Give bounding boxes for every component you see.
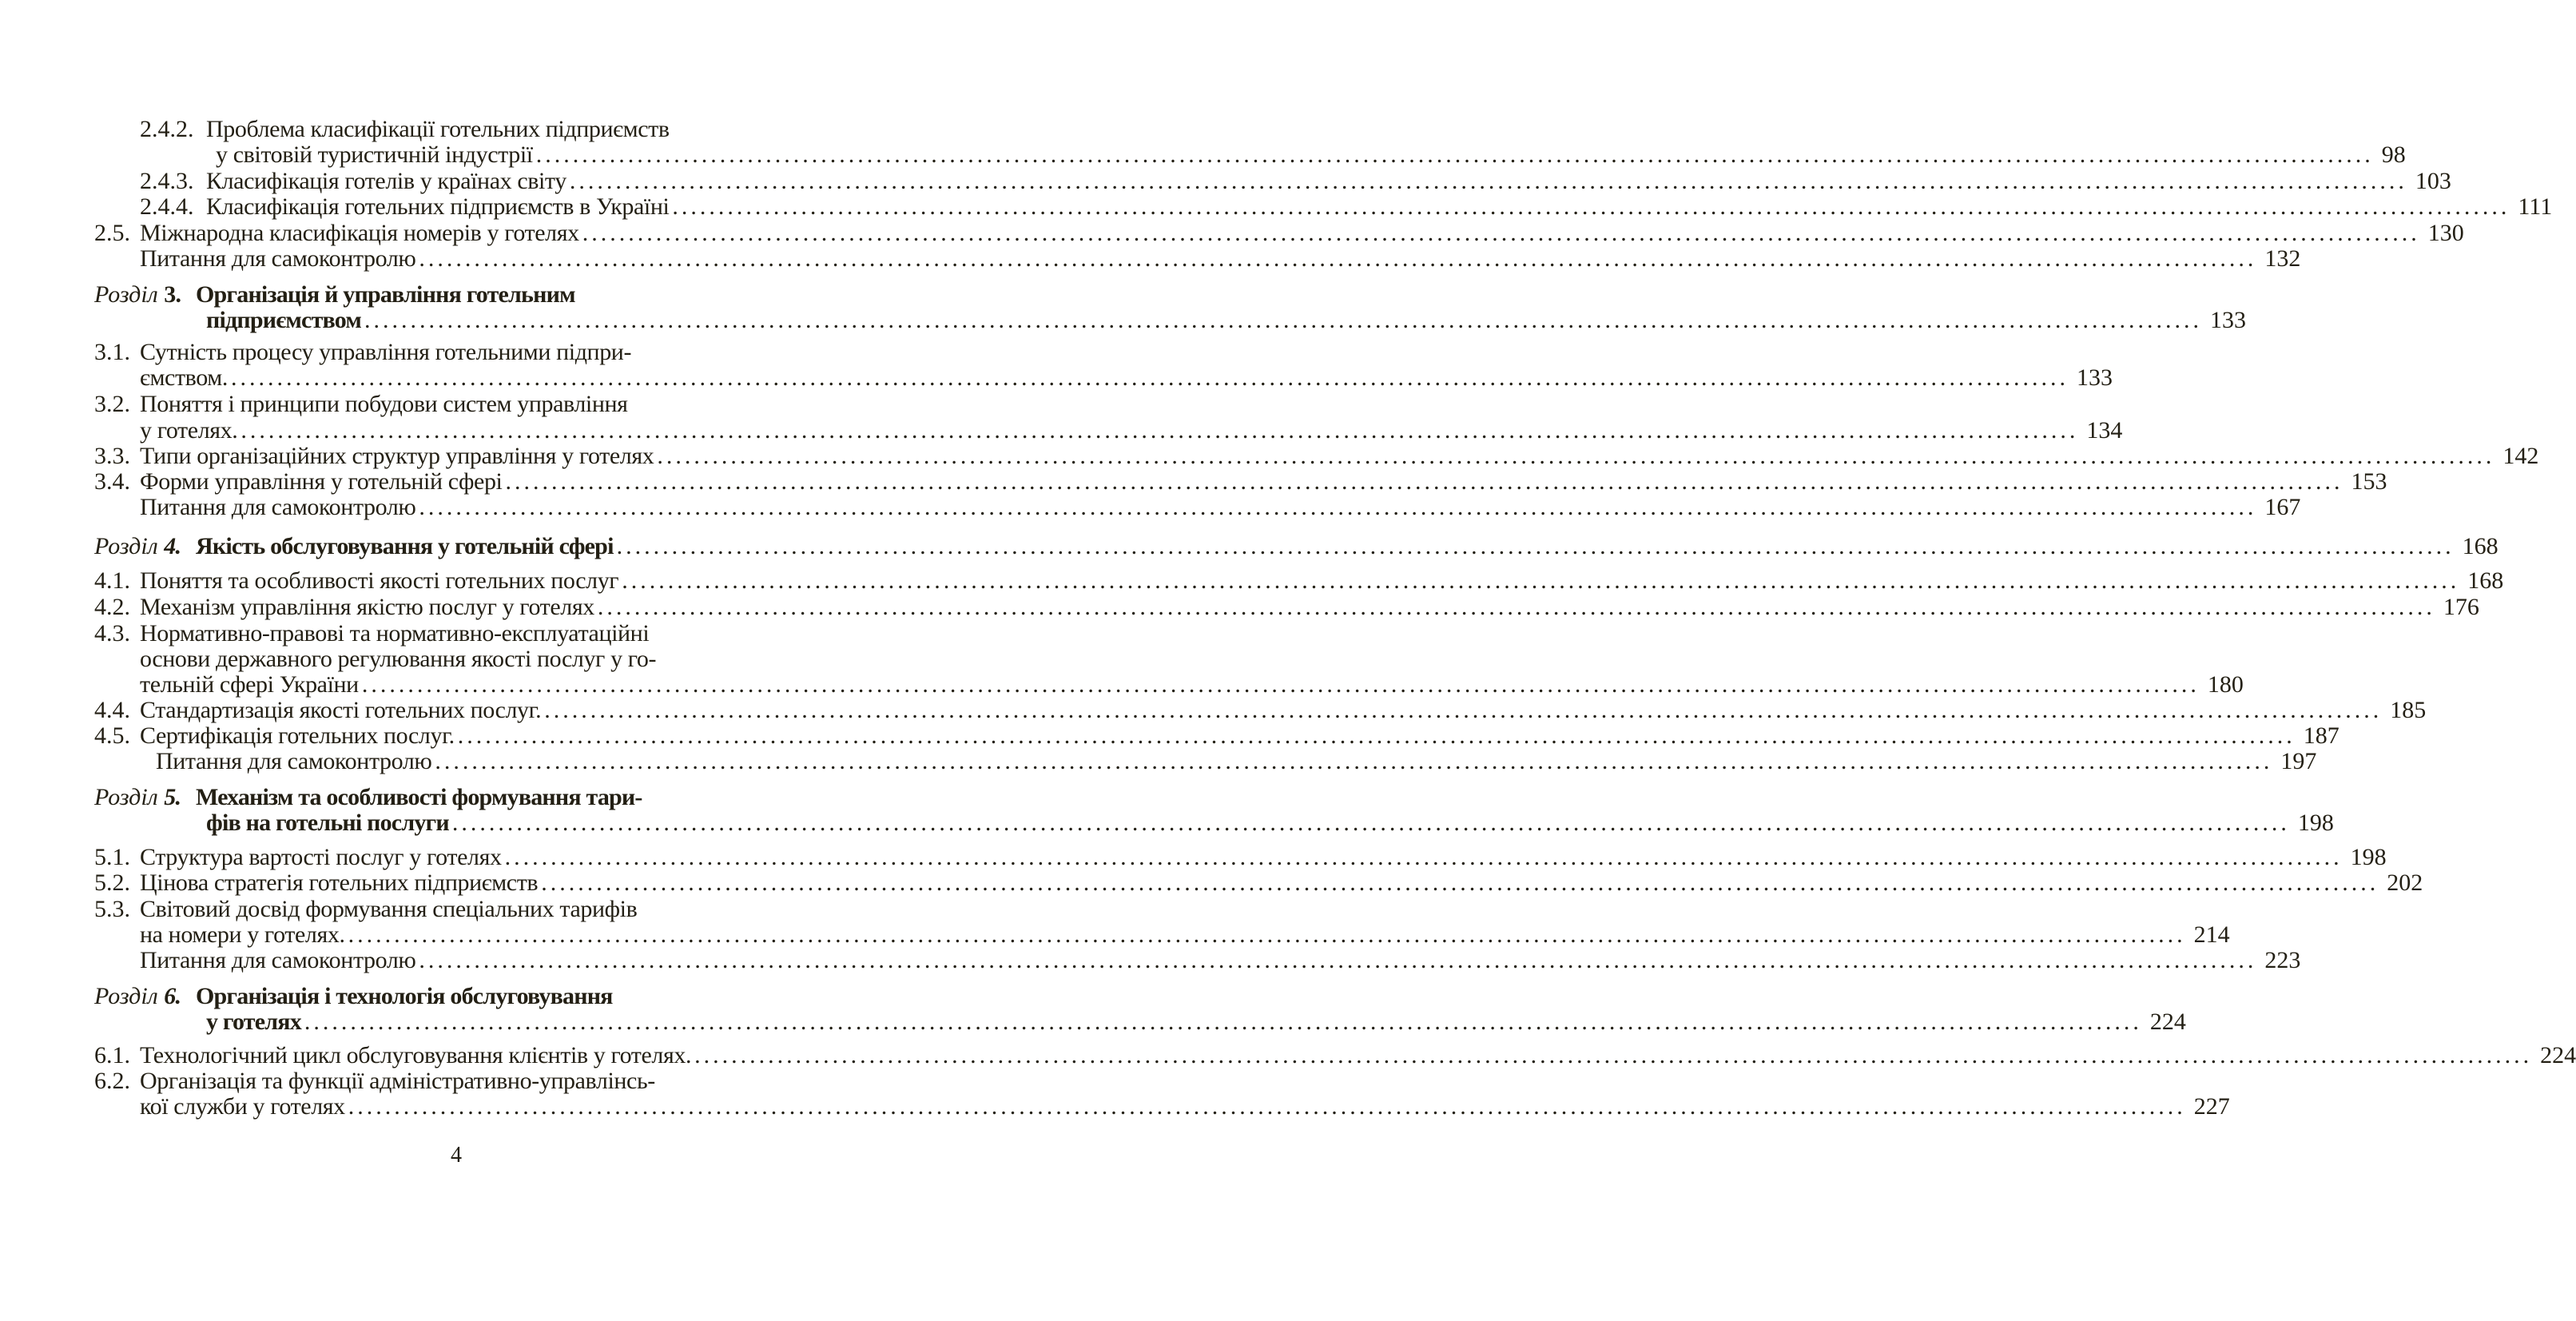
entry-number: 3.1. [94,339,130,365]
entry-page-number: 180 [2207,671,2244,698]
entry-number: 2.5. [94,220,130,246]
entry-number: 3.2. [94,391,130,417]
entry-title: Класифікація готельних підприємств в Україні [206,193,670,220]
entry-page-number: 134 [2086,417,2123,444]
entry-page-number: 224 [2149,1009,2186,1035]
entry-line [140,646,769,673]
section-word: Розділ [94,784,165,810]
entry-page-number: 214 [2193,921,2230,948]
entry-title: у готелях. [140,417,238,444]
entry-title: Організація і технологія обслуговування [196,983,613,1009]
entry-page-number: 142 [2502,443,2539,469]
entry-number: 4.1. [94,567,130,594]
entry-line [196,533,2498,560]
dot-leader: ........................................................................................................................................................................................................ [535,141,2374,168]
entry-line [140,443,2539,470]
dot-leader: ........................................................................................................................................................................................................ [419,494,2257,520]
page-number: 4 [451,1143,462,1168]
section-label [94,983,181,1010]
entry-line [140,722,2339,750]
entry-number: 4.2. [94,594,130,620]
entry-page-number: 98 [2381,141,2406,168]
dot-leader: ........................................................................................................................................................................................................ [694,1042,2533,1068]
entry-number: 5.2. [94,869,130,896]
entry-line [206,168,2451,195]
entry-page-number: 168 [2462,533,2498,559]
entry-page-number: 132 [2264,245,2301,272]
dot-leader: ........................................................................................................................................................................................................ [672,193,2510,220]
entry-page-number: 130 [2427,220,2464,246]
entry-title: Питання для самоконтролю [140,947,416,973]
entry-number: 2.4.4. [140,193,194,220]
dot-leader: ........................................................................................................................................................................................................ [541,869,2379,896]
entry-number: 4.5. [94,722,130,749]
entry-number: 3.4. [94,468,130,495]
entry-page-number: 111 [2518,193,2553,220]
entry-title: основи державного регулювання якості послуг у го- [140,646,657,672]
entry-page-number: 153 [2351,468,2387,495]
entry-line [140,468,2387,495]
entry-title: Структура вартості послуг у готелях [140,844,502,870]
entry-title: Поняття і принципи побудови систем управління [140,391,628,417]
entry-line [140,697,2427,724]
entry-number: 2.4.3. [140,168,194,194]
entry-page-number: 133 [2209,307,2246,333]
entry-page-number: 202 [2387,869,2423,896]
entry-line [140,220,2464,247]
entry-line [140,921,2230,949]
dot-leader: ........................................................................................................................................................................................................ [241,417,2079,444]
entry-number: 3.3. [94,443,130,469]
section-word: Розділ [94,281,165,308]
entry-line [206,810,2334,837]
entry-title: Поняття та особливості якості готельних послуг [140,567,619,594]
dot-leader: ........................................................................................................................................................................................................ [419,947,2257,973]
entry-title: ємством. [140,364,228,391]
entry-page-number: 187 [2303,722,2339,749]
entry-page-number: 198 [2350,844,2387,870]
entry-page-number: 176 [2443,594,2479,620]
entry-title: Сертифікація готельних послуг. [140,722,455,749]
entry-title: Світовий досвід формування спеціальних тарифів [140,896,638,922]
entry-number: 4.4. [94,697,130,723]
entry-page-number: 185 [2390,697,2427,723]
entry-line [140,1093,2230,1120]
section-label [94,533,181,560]
entry-line [140,947,2301,974]
entry-page-number: 198 [2297,810,2334,836]
entry-title: Класифікація готелів у країнах світу [206,168,566,194]
entry-title: Цінова стратегія готельних підприємств [140,869,539,896]
entry-title: Типи організаційних структур управління у готелях [140,443,654,469]
section-number: 4. [164,533,181,559]
dot-leader: ........................................................................................................................................................................................................ [435,748,2273,774]
entry-title: на номери у готелях. [140,921,345,948]
dot-leader: ........................................................................................................................................................................................................ [304,1009,2142,1035]
entry-page-number: 227 [2193,1093,2230,1120]
section-number: 3. [164,281,181,308]
entry-title: у готелях [206,1009,301,1035]
entry-title: Нормативно-правові та нормативно-експлуатаційні [140,620,650,647]
entry-line [140,245,2301,273]
entry-number: 5.3. [94,896,130,922]
entry-line [140,339,769,366]
entry-title: Питання для самоконтролю [156,748,432,774]
entry-line [206,116,769,143]
entry-title: Механізм управління якістю послуг у готелях [140,594,594,620]
section-label [94,784,181,811]
entry-line [140,494,2301,521]
entry-title: Проблема класифікації готельних підприємств [206,116,670,142]
entry-title: кої служби у готелях [140,1093,345,1120]
dot-leader: ........................................................................................................................................................................................................ [597,594,2435,620]
entry-line [206,307,2246,334]
entry-title: Організація та функції адміністративно-управлінсь- [140,1068,655,1094]
entry-title: Стандартизація якості готельних послуг. [140,697,542,723]
section-number: 6. [164,983,181,1009]
dot-leader: ........................................................................................................................................................................................................ [348,921,2186,948]
entry-line [206,1009,2186,1036]
entry-line [140,844,2387,871]
dot-leader: ........................................................................................................................................................................................................ [505,468,2343,495]
entry-number: 5.1. [94,844,130,870]
dot-leader: ........................................................................................................................................................................................................ [544,697,2383,723]
entry-title: Механізм та особливості формування тари- [196,784,642,810]
entry-title: у світовій туристичній індустрії [216,141,533,168]
entry-number: 2.4.2. [140,116,194,142]
entry-title: Сутність процесу управління готельними підпри- [140,339,632,365]
dot-leader: ........................................................................................................................................................................................................ [348,1093,2186,1120]
entry-title: Якість обслуговування у готельній сфері [196,533,614,559]
section-label [94,281,181,308]
entry-number: 6.2. [94,1068,130,1094]
dot-leader: ........................................................................................................................................................................................................ [616,533,2455,559]
entry-page-number: 224 [2540,1042,2576,1068]
entry-line [216,141,2406,169]
entry-title: Організація й управління готельним [196,281,575,308]
entry-line [206,193,2553,221]
entry-line [140,869,2423,897]
entry-line [140,391,769,418]
dot-leader: ........................................................................................................................................................................................................ [569,168,2407,194]
entry-title: підприємством [206,307,361,333]
section-word: Розділ [94,983,165,1009]
entry-line [140,417,2123,444]
entry-page-number: 133 [2076,364,2113,391]
entry-line [140,594,2479,621]
entry-title: фів на готельні послуги [206,810,449,836]
dot-leader: ........................................................................................................................................................................................................ [457,722,2296,749]
entry-line [140,364,2113,392]
entry-title: Технологічний цикл обслуговування клієнтів у готелях. [140,1042,692,1068]
entry-line [156,748,2317,775]
entry-title: Міжнародна класифікація номерів у готелях [140,220,579,246]
entry-page-number: 103 [2415,168,2451,194]
entry-line [196,281,769,308]
dot-leader: ........................................................................................................................................................................................................ [582,220,2420,246]
entry-line [196,983,769,1010]
dot-leader: ........................................................................................................................................................................................................ [622,567,2460,594]
dot-leader: ........................................................................................................................................................................................................ [451,810,2290,836]
entry-page-number: 223 [2264,947,2301,973]
entry-title: Питання для самоконтролю [140,245,416,272]
entry-number: 6.1. [94,1042,130,1068]
dot-leader: ........................................................................................................................................................................................................ [364,307,2202,333]
dot-leader: ........................................................................................................................................................................................................ [361,671,2200,698]
entry-number: 4.3. [94,620,130,647]
entry-line [140,896,769,923]
dot-leader: ........................................................................................................................................................................................................ [504,844,2343,870]
entry-page-number: 168 [2467,567,2504,594]
dot-leader: ........................................................................................................................................................................................................ [419,245,2257,272]
entry-line [140,671,2244,698]
entry-title: Форми управління у готельній сфері [140,468,503,495]
entry-title: Питання для самоконтролю [140,494,416,520]
entry-line [140,1068,769,1095]
dot-leader: ........................................................................................................................................................................................................ [657,443,2495,469]
entry-line [196,784,769,811]
entry-line [140,620,769,647]
entry-title: тельній сфері України [140,671,359,698]
dot-leader: ........................................................................................................................................................................................................ [230,364,2069,391]
entry-line [140,1042,2576,1069]
section-number: 5. [164,784,181,810]
section-word: Розділ [94,533,165,559]
entry-page-number: 197 [2280,748,2317,774]
entry-page-number: 167 [2264,494,2301,520]
entry-line [140,567,2504,595]
